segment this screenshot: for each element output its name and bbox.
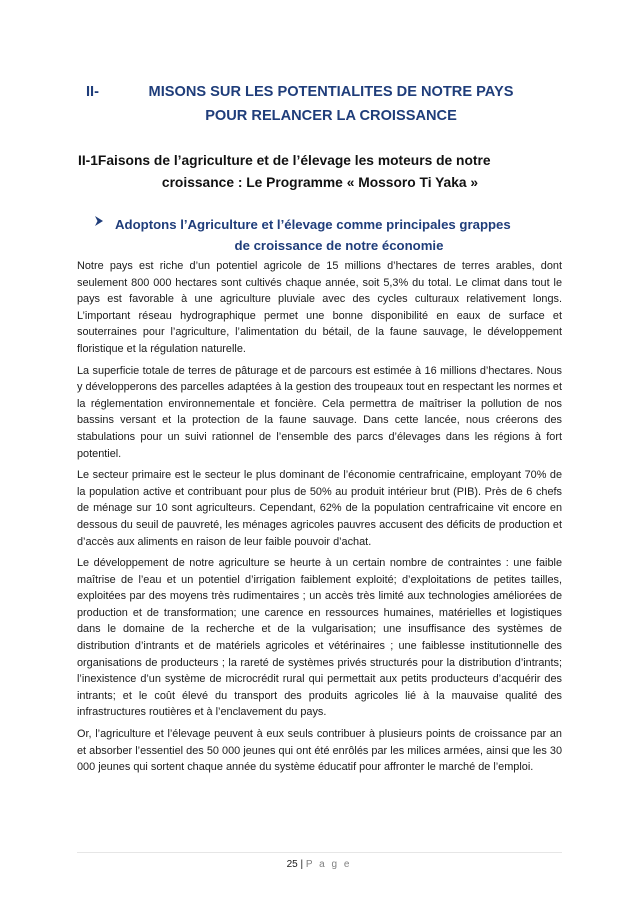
paragraph: Le développement de notre agriculture se heurte à un certain nombre de contraintes : une faible maîtrise de l’eau et un potentiel d’irrigation faiblement exploité; d’exploitations de petites tailles, exploitées par des moyens très rudimentaires ; un accès très limité aux technologies améliorées de production et de transformation; une carence en ressources humaines, matérielles et logistiques dans le domaine de la recherche et de la vulgarisation; une insuffisance des systèmes de distribution d’intrants et de matériels agricoles et vétérinaires ; une faiblesse institutionnelle des organisations de producteurs ; la rareté de systèmes privés structurés pour la distribution d’intrants; l’inexistence d’un système de microcrédit rural qui permettait aux petits producteurs d’acquérir des intrants; et le coût élevé du transport des produits agricoles lié à la mauvaise qualité des infrastructures routières et à l’enclavement du pays. bbox=[77, 557, 562, 719]
arrow-bullet-icon bbox=[93, 214, 105, 235]
paragraph: La superficie totale de terres de pâturage et de parcours est estimée à 16 millions d’hectares. Nous y développerons des parcelles adaptées à la gestion des troupeaux tout en respectant les normes et la réglementation environnementale et foncière. Cela permettra de maîtriser la pollution de nos bassins versant et la protection de la faune sauvage. Dans cette lancée, nous créerons des stabulations pour un suivi rationnel de l’ensemble des parcs d’élevages dans les régions à fort potentiel. bbox=[77, 364, 562, 460]
page-label: P a g e bbox=[305, 859, 352, 870]
section-heading bbox=[86, 80, 566, 128]
page-footer bbox=[0, 858, 638, 872]
footer-divider bbox=[77, 852, 562, 853]
page-number: 25 bbox=[286, 859, 298, 870]
paragraph: Notre pays est riche d’un potentiel agricole de 15 millions d’hectares de terres arables, dont seulement 800 000 hectares sont cultivés chaque année, soit 5,3% du total. Le climat dans tout le pays est favorable à une agriculture pluviale avec des cycles culturaux relativement longs. L’important réseau hydrographique permet une bonne disponibilité en eaux de surface et souterraines pour l’agriculture, l’alimentation du bétail, de la faune sauvage, le développement floristique et la régulation naturelle. bbox=[77, 260, 562, 355]
paragraph: Le secteur primaire est le secteur le plus dominant de l’économie centrafricaine, employant 70% de la population active et contribuant pour plus de 50% au produit intérieur brut (PIB). Près de 6 chefs de ménage sur 10 sont agriculteurs. Cependant, 62% de la population centrafricaine vit encore en dessous du seuil de pauvreté, les ménages agricoles pauvres accusent des déficits de production et d’accès aux aliments en raison de leur faible pouvoir d’achat. bbox=[77, 469, 562, 548]
subsection-title-line-2: croissance : Le Programme « Mossoro Ti Yaka » bbox=[161, 175, 479, 190]
body-text bbox=[77, 258, 562, 781]
subsection-title-line-1: II-1Faisons de l’agriculture et de l’élevage les moteurs de notre bbox=[78, 153, 491, 168]
section-title-line-2: POUR RELANCER LA CROISSANCE bbox=[205, 108, 457, 124]
paragraph: Or, l’agriculture et l’élevage peuvent à eux seuls contribuer à plusieurs points de croissance par an et absorber l’essentiel des 50 000 jeunes qui ont été enrôlés par les milices armées, ainsi que les 30 000 jeunes qui sortent chaque année du système éducatif pour affronter le marché de l’emploi. bbox=[77, 728, 562, 774]
bullet-heading-line-1: Adoptons l’Agriculture et l’élevage comme principales grappes bbox=[115, 217, 511, 232]
footer-separator: | bbox=[300, 859, 304, 870]
section-number: II- bbox=[86, 84, 99, 100]
bullet-heading bbox=[93, 214, 563, 256]
subsection-heading bbox=[78, 150, 562, 194]
bullet-heading-line-2: de croissance de notre économie bbox=[234, 238, 444, 253]
section-title-line-1: MISONS SUR LES POTENTIALITES DE NOTRE PAYS bbox=[148, 84, 514, 100]
